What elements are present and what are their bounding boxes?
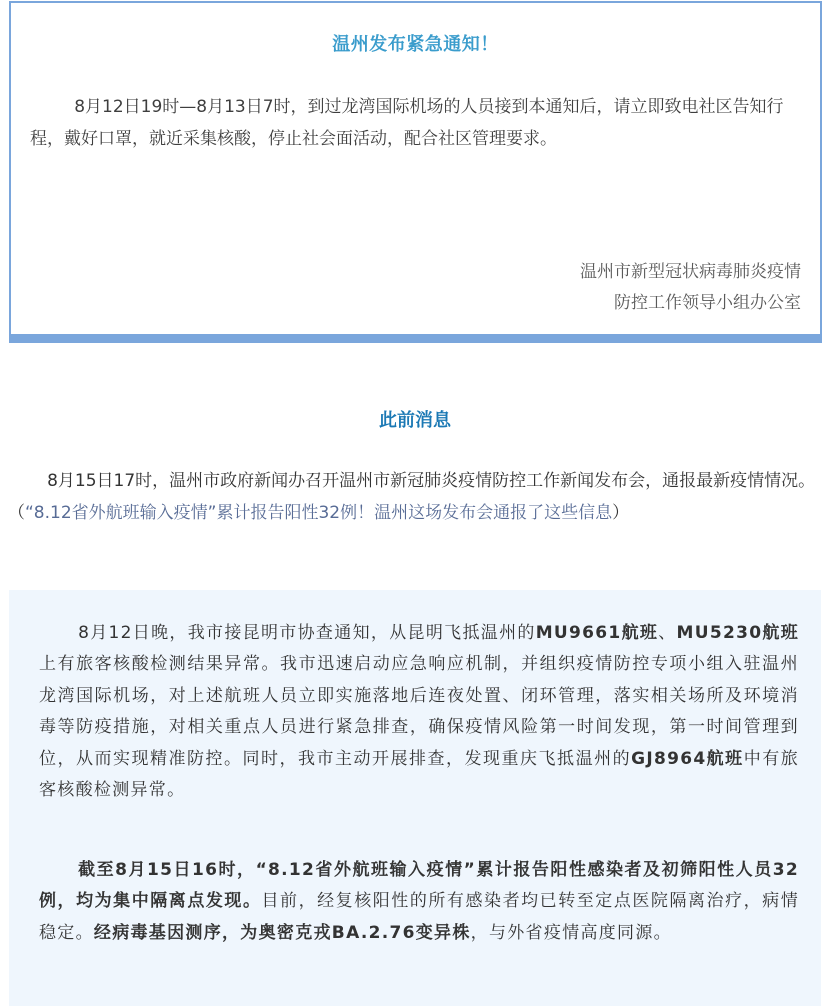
details-box <box>9 590 821 1006</box>
text-segment: 、 <box>658 623 677 643</box>
notice-signature <box>580 257 801 319</box>
flight-mu5230: MU5230航班 <box>676 623 799 643</box>
text-segment: 目前，经复核阳性的所有感染者均已转至定点医院隔离治疗，病情稳定。 <box>39 891 799 943</box>
previous-news-text: 8月15日17时，温州市政府新闻办召开温州市新冠肺炎疫情防控工作新闻发布会，通报最新疫情情况。 <box>47 471 816 491</box>
signature-line-2: 防控工作领导小组办公室 <box>614 293 801 313</box>
details-paragraph-2 <box>39 855 799 949</box>
flight-mu9661: MU9661航班 <box>535 623 659 643</box>
previous-news-body <box>8 465 824 529</box>
variant-highlight: 经病毒基因测序，为奥密克戎BA.2.76变异株 <box>93 922 471 943</box>
details-paragraph-1 <box>39 618 799 806</box>
emergency-notice-box <box>9 1 822 343</box>
signature-line-1: 温州市新型冠状病毒肺炎疫情 <box>580 262 801 282</box>
link-open-paren: （ <box>8 503 25 523</box>
previous-news-title: 此前消息 <box>379 410 451 431</box>
notice-body: 8月12日19时—8月13日7时，到过龙湾国际机场的人员接到本通知后，请立即致电社区告知行程，戴好口罩，就近采集核酸，停止社会面活动，配合社区管理要求。 <box>30 97 784 149</box>
case-count-highlight: 截至8月15日16时，“8.12省外航班输入疫情”累计报告阳性感染者及初筛阳性人员32例，均为集中隔离点发现。 <box>39 860 799 912</box>
text-segment: 上有旅客核酸检测结果异常。我市迅速启动应急响应机制，并组织疫情防控专项小组入驻温州龙湾国际机场，对上述航班人员立即实施落地后连夜处置、闭环管理，落实相关场所及环境消毒等防疫措施，对相关重点人员进行紧急排查，确保疫情风险第一时间发现，第一时间管理到位，从而实现精准防控。同时，我市主动开展排查，发现重庆飞抵温州的 <box>39 654 799 769</box>
text-segment: 中有旅客核酸检测异常。 <box>39 748 799 801</box>
flight-gj8964: GJ8964航班 <box>631 748 744 769</box>
related-article-link[interactable]: “8.12省外航班输入疫情”累计报告阳性32例！温州这场发布会通报了这些信息 <box>25 503 613 523</box>
link-close-paren: ） <box>612 503 630 523</box>
text-segment: 8月12日晚，我市接昆明市协查通知，从昆明飞抵温州的 <box>78 623 536 643</box>
text-segment: ，与外省疫情高度同源。 <box>470 922 672 943</box>
notice-title: 温州发布紧急通知！ <box>332 34 499 55</box>
